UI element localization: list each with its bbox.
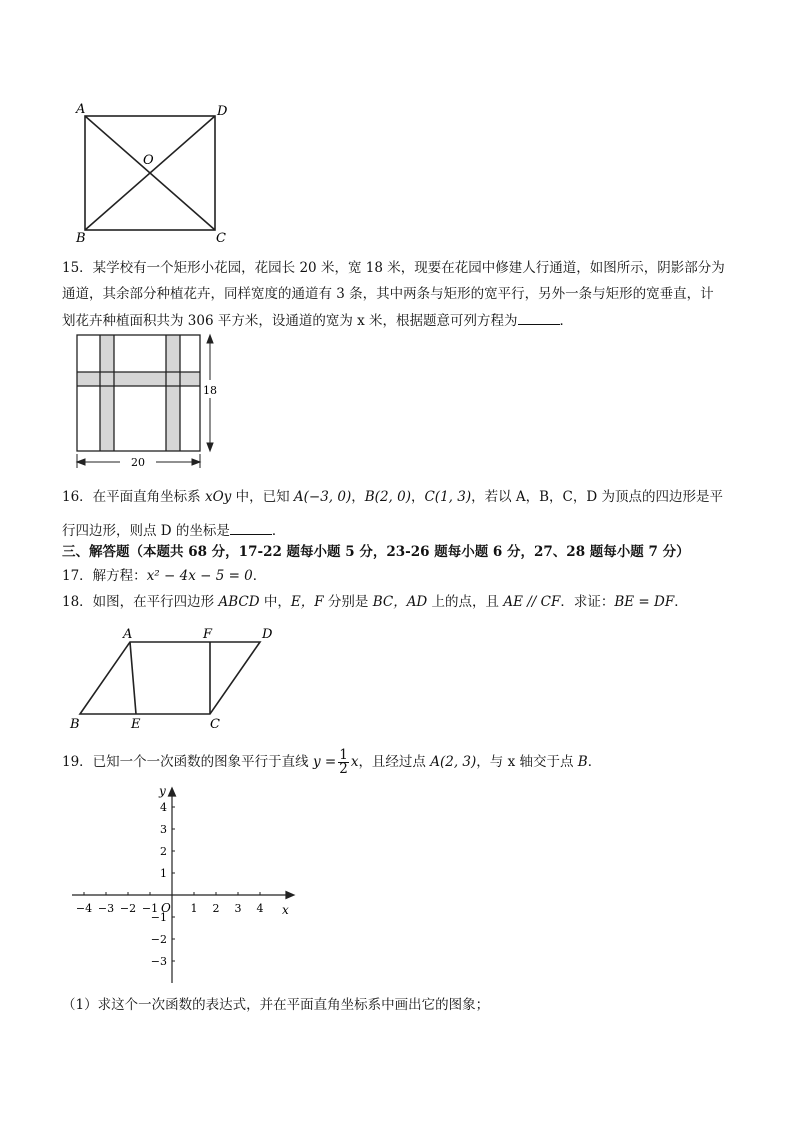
q18-text-e: ．求证： <box>560 594 615 610</box>
q18-abcd: ABCD <box>218 594 260 610</box>
q16-end: ． <box>271 523 286 539</box>
label-d: D <box>217 104 228 119</box>
para-label-b: B <box>70 717 80 732</box>
label-b: B <box>76 231 86 246</box>
q17-end: ． <box>252 568 267 584</box>
q16-text-c: ，若以 A，B，C，D 为顶点的四边形是平 <box>471 489 723 505</box>
q16-xoy: xOy <box>204 489 232 505</box>
q19-xvar: x <box>350 754 359 770</box>
q18-text-c: 分别是 <box>323 594 373 610</box>
q15-answer-blank[interactable] <box>518 310 560 325</box>
q17-label: 17．解方程： <box>62 568 147 584</box>
q15-line3 <box>62 310 573 331</box>
label-a: A <box>76 102 86 117</box>
label-o: O <box>143 153 154 168</box>
q15-line1: 15．某学校有一个矩形小花园，花园长 20 米，宽 18 米，现要在花园中修建人行通道，如图所示，阴影部分为 <box>62 260 725 276</box>
y-tick-label: 2 <box>160 845 167 858</box>
q16-text-d: 行四边形，则点 D 的坐标是 <box>62 523 230 539</box>
axis-y-label: y <box>159 784 166 798</box>
x-tick-label: 1 <box>190 902 198 915</box>
x-tick-label: −1 <box>141 902 159 915</box>
para-label-d: D <box>262 627 273 642</box>
figure-coordinate-axes <box>62 778 302 988</box>
label-c: C <box>216 231 226 246</box>
q16-sep2: ， <box>410 489 425 505</box>
para-label-c: C <box>210 717 220 732</box>
q18-text-b: 中， <box>259 594 291 610</box>
q18-ef: E，F <box>290 594 324 610</box>
q15-end: ． <box>559 313 574 329</box>
q16-sep1: ， <box>351 489 365 505</box>
garden-height-label: 18 <box>203 384 217 397</box>
q16-line1 <box>62 487 723 507</box>
q18-condition: AE // CF <box>503 594 561 610</box>
q16-point-b: B(2, 0) <box>364 489 411 505</box>
q18-text-a: 18．如图，在平行四边形 <box>62 594 219 610</box>
q18-goal: BE = DF <box>614 594 675 610</box>
x-tick-label: 4 <box>256 902 264 915</box>
q16-point-c: C(1, 3) <box>424 489 472 505</box>
q16-line2 <box>62 520 285 541</box>
figure-garden-paths <box>70 330 230 472</box>
para-label-f: F <box>203 627 213 642</box>
axis-x-label: x <box>282 903 289 917</box>
q17-equation: x² − 4x − 5 = 0 <box>146 568 253 584</box>
figure-rectangle-diagonals <box>70 98 240 248</box>
q16-answer-blank[interactable] <box>230 520 272 535</box>
q19-frac-den: 2 <box>339 761 348 777</box>
y-tick-label: 1 <box>160 867 167 880</box>
y-tick-label: −2 <box>150 933 167 946</box>
axis-origin-label: O <box>161 901 171 915</box>
q19-text-b: ，且经过点 <box>358 754 431 770</box>
para-label-a: A <box>123 627 133 642</box>
y-tick-label: 3 <box>160 823 167 836</box>
x-tick-label: −2 <box>119 902 137 915</box>
x-tick-label: 3 <box>234 902 242 915</box>
q18 <box>62 592 688 612</box>
q17 <box>62 566 266 586</box>
figure-parallelogram <box>60 624 290 734</box>
garden-width-label: 20 <box>131 456 145 469</box>
para-label-e: E <box>131 717 141 732</box>
q19-part1: （1）求这个一次函数的表达式，并在平面直角坐标系中画出它的图象； <box>62 997 490 1013</box>
q19-point-b: B <box>577 754 588 770</box>
q15-line2: 通道，其余部分种植花卉，同样宽度的通道有 3 条，其中两条与矩形的宽平行，另外一条与矩形的宽垂直，计 <box>62 286 714 302</box>
q16-point-a: A(−3, 0) <box>293 489 352 505</box>
q19-fraction <box>338 749 349 776</box>
y-tick-label: 4 <box>160 801 167 814</box>
q19-text-c: ，与 x 轴交于点 <box>476 754 578 770</box>
x-tick-label: −3 <box>97 902 115 915</box>
q19-text-d: ． <box>587 754 602 770</box>
q19-frac-num: 1 <box>339 747 348 763</box>
q19-point-a: A(2, 3) <box>430 754 477 770</box>
q18-bc-ad: BC，AD <box>372 594 428 610</box>
q15-line3-text: 划花卉种植面积共为 306 平方米，设通道的宽为 x 米，根据题意可列方程为 <box>62 313 518 329</box>
q19-text-a: 19．已知一个一次函数的图象平行于直线 <box>62 754 313 770</box>
q16-text-b: 中，已知 <box>231 489 294 505</box>
y-tick-label: −1 <box>150 911 167 924</box>
x-tick-label: −4 <box>75 902 93 915</box>
q19 <box>62 749 601 776</box>
q16-text-a: 16．在平面直角坐标系 <box>62 489 205 505</box>
y-tick-label: −3 <box>150 955 167 968</box>
q18-text-d: 上的点，且 <box>427 594 504 610</box>
q19-y-eq: y = <box>312 754 337 770</box>
q18-text-f: ． <box>674 594 688 610</box>
x-tick-label: 2 <box>212 902 220 915</box>
section3-heading: 三、解答题（本题共 68 分，17-22 题每小题 5 分，23-26 题每小题 6 分，27、28 题每小题 7 分） <box>62 544 690 560</box>
